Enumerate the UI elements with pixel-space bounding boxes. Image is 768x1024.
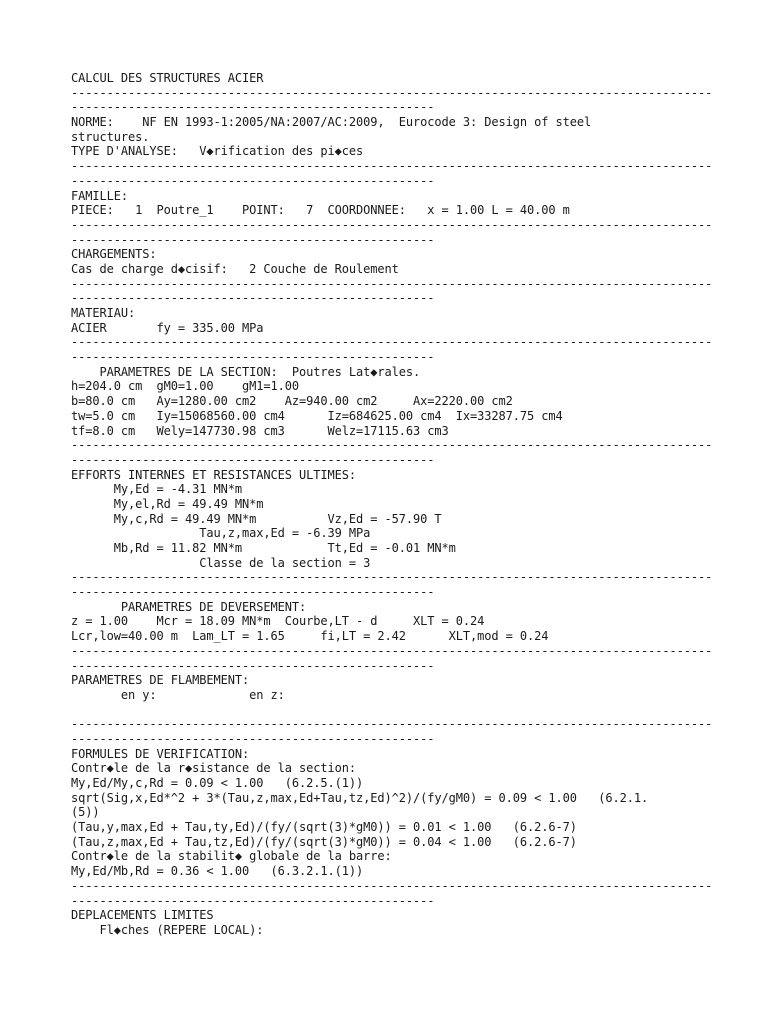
report-line: ---------------------------------------------------: [71, 100, 435, 115]
report-line: [71, 703, 731, 718]
report-line: ------------------------------------------------------------------------------------------: [71, 438, 713, 453]
report-line: ---------------------------------------------------: [71, 585, 435, 600]
report-line: tf=8.0 cm Wely=147730.98 cm3 Welz=17115.63 cm3: [71, 423, 449, 438]
report-line: z = 1.00 Mcr = 18.09 MN*m Courbe,LT - d XLT = 0.24: [71, 614, 485, 629]
report-line: Contr◆le de la stabilit◆ globale de la barre:: [71, 849, 392, 864]
report-line: ---------------------------------------------------: [71, 893, 435, 908]
report-line: PARAMETRES DE DEVERSEMENT:: [71, 599, 307, 614]
report-line: ------------------------------------------------------------------------------------------: [71, 878, 713, 893]
report-line: structures.: [71, 129, 150, 144]
report-line: Classe de la section = 3: [71, 555, 371, 570]
report-line: ------------------------------------------------------------------------------------------: [71, 643, 713, 658]
report-line: PARAMETRES DE FLAMBEMENT:: [71, 673, 250, 688]
report-line: ------------------------------------------------------------------------------------------: [71, 335, 713, 350]
report-line: (Tau,y,max,Ed + Tau,ty,Ed)/(fy/(sqrt(3)*gM0)) = 0.01 < 1.00 (6.2.6-7): [71, 820, 577, 835]
report-line: NORME: NF EN 1993-1:2005/NA:2007/AC:2009, Eurocode 3: Design of steel: [71, 115, 592, 130]
report-line: b=80.0 cm Ay=1280.00 cm2 Az=940.00 cm2 Ax=2220.00 cm2: [71, 394, 513, 409]
report-line: EFFORTS INTERNES ET RESISTANCES ULTIMES:: [71, 467, 356, 482]
report-line: Fl◆ches (REPERE LOCAL):: [71, 922, 264, 937]
report-line: TYPE D'ANALYSE: V◆rification des pi◆ces: [71, 144, 364, 159]
report-line: ------------------------------------------------------------------------------------------: [71, 276, 713, 291]
report-line: CHARGEMENTS:: [71, 247, 157, 262]
report-line: Cas de charge d◆cisif: 2 Couche de Roulement: [71, 261, 399, 276]
report-line: My,Ed/My,c,Rd = 0.09 < 1.00 (6.2.5.(1)): [71, 776, 364, 790]
report-line: FAMILLE:: [71, 188, 128, 203]
report-line: (5)): [71, 805, 100, 820]
report-line: Lcr,low=40.00 m Lam_LT = 1.65 fi,LT = 2.42 XLT,mod = 0.24: [71, 629, 549, 644]
report-line: h=204.0 cm gM0=1.00 gM1=1.00: [71, 379, 299, 394]
calculation-report: [71, 71, 731, 938]
report-line: tw=5.0 cm Iy=15068560.00 cm4 Iz=684625.00 cm4 Ix=33287.75 cm4: [71, 408, 563, 423]
report-line: DEPLACEMENTS LIMITES: [71, 908, 214, 923]
report-line: PIECE: 1 Poutre_1 POINT: 7 COORDONNEE: x = 1.00 L = 40.00 m: [71, 203, 570, 218]
report-line: ACIER fy = 335.00 MPa: [71, 320, 264, 335]
report-line: en y: en z:: [71, 687, 285, 702]
report-line: PARAMETRES DE LA SECTION: Poutres Lat◆rales.: [71, 364, 421, 379]
report-line: ------------------------------------------------------------------------------------------: [71, 85, 713, 100]
report-line: My,Ed = -4.31 MN*m: [71, 482, 242, 497]
report-line: Tau,z,max,Ed = -6.39 MPa: [71, 526, 371, 541]
report-line: My,el,Rd = 49.49 MN*m: [71, 496, 264, 511]
report-line: CALCUL DES STRUCTURES ACIER: [71, 71, 264, 85]
report-line: sqrt(Sig,x,Ed*^2 + 3*(Tau,z,max,Ed+Tau,tz,Ed)^2)/(fy/gM0) = 0.09 < 1.00 (6.2.1.: [71, 790, 649, 805]
report-line: (Tau,z,max,Ed + Tau,tz,Ed)/(fy/(sqrt(3)*gM0)) = 0.04 < 1.00 (6.2.6-7): [71, 834, 577, 849]
report-line: My,Ed/Mb,Rd = 0.36 < 1.00 (6.3.2.1.(1)): [71, 864, 364, 879]
report-line: ---------------------------------------------------: [71, 731, 435, 746]
report-line: ---------------------------------------------------: [71, 232, 435, 247]
report-line: ---------------------------------------------------: [71, 658, 435, 673]
report-line: ------------------------------------------------------------------------------------------: [71, 159, 713, 174]
report-line: Contr◆le de la r◆sistance de la section:: [71, 761, 356, 776]
report-line: ------------------------------------------------------------------------------------------: [71, 217, 713, 232]
report-line: My,c,Rd = 49.49 MN*m Vz,Ed = -57.90 T: [71, 511, 442, 526]
report-line: MATERIAU:: [71, 306, 136, 320]
report-line: Mb,Rd = 11.82 MN*m Tt,Ed = -0.01 MN*m: [71, 541, 456, 555]
report-line: ---------------------------------------------------: [71, 350, 435, 365]
report-line: FORMULES DE VERIFICATION:: [71, 746, 250, 761]
report-line: ---------------------------------------------------: [71, 173, 435, 188]
report-line: ------------------------------------------------------------------------------------------: [71, 570, 713, 585]
report-line: ------------------------------------------------------------------------------------------: [71, 717, 713, 732]
report-line: ---------------------------------------------------: [71, 452, 435, 467]
report-line: ---------------------------------------------------: [71, 291, 435, 306]
